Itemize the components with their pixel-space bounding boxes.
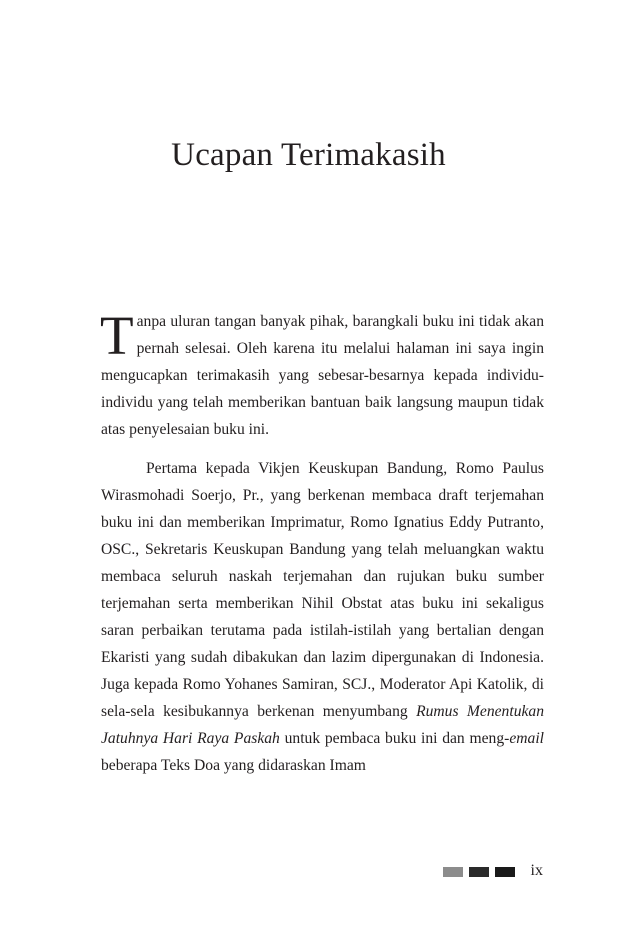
body-text	[100, 305, 545, 779]
paragraph-1	[100, 305, 544, 443]
paragraph-2-text-end: beberapa Teks Doa yang didaraskan Imam	[101, 757, 366, 774]
footer-decoration-bar	[443, 867, 463, 877]
paragraph-2	[101, 455, 544, 779]
drop-cap: T	[100, 305, 134, 366]
paragraph-2-text-middle: untuk pembaca buku ini dan meng-	[279, 730, 510, 747]
footer-decoration-bar	[495, 867, 515, 877]
paragraph-2-text-start: Pertama kepada Vikjen Keuskupan Bandung, Romo Paulus Wirasmohadi Soerjo, Pr., yang berkenan membaca draft terjemahan buku ini dan memberikan Imprimatur, Romo Ignatius Eddy Putranto, OSC., Sekretaris Keuskupan Bandung yang telah meluangkan waktu membaca seluruh naskah terjemahan dan rujukan buku sumber terjemahan serta memberikan Nihil Obstat atas buku ini sekaligus saran perbaikan terutama pada istilah-istilah yang bertalian dengan Ekaristi yang sudah dibakukan dan lazim dipergunakan di Indonesia. Juga kepada Romo Yohanes Samiran, SCJ., Moderator Api Katolik, di sela-sela kesibukannya berkenan menyumbang	[101, 460, 544, 720]
italic-word-email: email	[509, 730, 544, 747]
paragraph-1-text: anpa uluran tangan banyak pihak, barangkali buku ini tidak akan pernah selesai. Oleh karena itu melalui halaman ini saya ingin mengucapkan terimakasih yang sebesar-besarnya kepada individu-individu yang telah memberikan bantuan baik langsung maupun tidak atas penyelesaian buku ini.	[101, 313, 544, 438]
italic-title-rumus: Rumus Menentukan Jatuhnya Hari Raya Paskah	[101, 703, 545, 747]
page-number: ix	[530, 862, 543, 879]
page-footer	[441, 859, 544, 883]
chapter-title: Ucapan Terimakasih	[171, 137, 446, 173]
footer-decoration-bar	[469, 867, 489, 877]
